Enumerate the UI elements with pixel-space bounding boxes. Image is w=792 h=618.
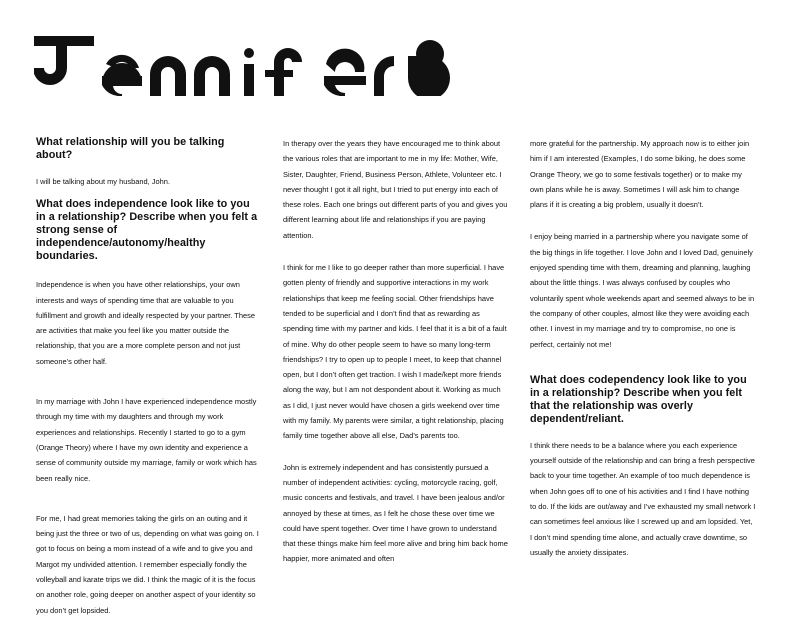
question-independence: What does independence look like to you in a relationship? Describe when you felt a strong sense of independence/autonomy/healthy boundaries. (36, 198, 258, 263)
title-letter-e2 (324, 49, 366, 96)
column-2 (283, 136, 509, 567)
question-codependency: What does codependency look like to you in a relationship? Describe when you felt that the relationship was overly dependent/reliant. (530, 373, 747, 425)
title-letter-r (374, 56, 394, 96)
paragraph-deeper-relationships: I think for me I like to go deeper rather than more superficial. I have gotten plenty of friendly and supportive interactions in my work relationships that keep me feeling social. Other friendships have tended to be superficial and I don’t find that as rewarding as spending time with my partner and kids. I feel that it is a bit of a fault of mine. Why do other people seem to have so many long-term friendships? I try to open up to people I meet, to keep that channel open, but I don’t often get traction. I wish I made/kept more friends along the way, but I am not despondent about it. Working as much as I did, I just never would have chosen a girls weekend over time with my family. My parents were similar, a tight relationship, placing family time together above all else, Dad’s parents too. (283, 263, 507, 441)
paragraph-partnership-approach: more grateful for the partnership. My approach now is to either join him if I am interested (Examples, I do some biking, he does some Orange Theory, we go to some festivals together) or to make my own plans while he is away. Sometimes I will ask him to change plans if it is creating a big problem, usually it doesn’t. (530, 139, 750, 210)
question-relationship: What relationship will you be talking about? (36, 136, 225, 161)
title-letter-i (244, 48, 254, 96)
paragraph-married-partnership: I enjoy being married in a partnership where you navigate some of the big things in life together. I love John and I loved Dad, genuinely enjoyed spending time with them, dreaming and planning, laughing about the little things. I was always confused by couples who voluntarily spent whole weekends apart and seemed always to be in the company of other couples, almost like they were avoiding each other. I invest in my marriage and try to compromise, no one is perfect, certainly not me! (530, 232, 755, 349)
title-letter-n2 (194, 56, 230, 96)
paragraph-independence-definition: Independence is when you have other relationships, your own interests and ways of spending time that are valuable to you fulfillment and growth and ideally respected by your partner. These are activities that make you feel like you matter outside the relationship, that you are a more complete person and not just someone’s other half. (36, 280, 255, 366)
paragraph-therapy-roles: In therapy over the years they have encouraged me to think about the various roles that are important to me in my life: Mother, Wife, Sister, Daughter, Friend, Business Person, Athlete, Volunteer etc. I never thought I got it all right, but I tried to put energy into each of these roles. Each one brings out different parts of you and gives you different learning about life and relationships if you are paying attention. (283, 139, 508, 240)
column-1 (36, 136, 262, 618)
title-letter-e (102, 55, 142, 96)
title-letter-f (265, 48, 302, 96)
paragraph-john-independent: John is extremely independent and has consistently pursued a number of independent activities: cycling, motorcycle racing, golf, music concerts and festivals, and travel. I have been jealous and/or annoyed by these at times, as I felt he chose these over time we could have spent together. Over time I have grown to understand that these things make him feel more alive and bring him back home happier, more animated and often (283, 462, 508, 564)
title-letter-j (34, 36, 94, 85)
title-letter-end-circle (408, 40, 450, 96)
answer-relationship: I will be talking about my husband, John. (36, 177, 170, 186)
column-3 (530, 136, 756, 560)
paragraph-codependency-balance: I think there needs to be a balance where you each experience yourself outside of the relationship and can bring a fresh perspective back to your time together. An example of too much dependence is when John goes off to one of his activities and I find I have nothing to do. If the kids are out/away and I’ve exhausted my small network I can sometimes feel anxious like I screwed up and am lopsided. Yet, I don’t mind spending time alone, and actually crave downtime, so usually the anxiety dissipates. (530, 440, 756, 557)
page-title (34, 36, 474, 96)
paragraph-marriage-independence: In my marriage with John I have experienced independence mostly through my time with my daughters and through my work experiences and relationships. Recently I started to go to a gym (Orange Theory) where I have my own identity and experience a sense of community outside my marriage, family or work which has been really nice. (36, 397, 257, 483)
title-lettering (34, 36, 474, 96)
title-letter-n1 (150, 56, 186, 96)
paragraph-memories-girls: For me, I had great memories taking the girls on an outing and it being just the three or two of us, depending on what was going on. I got to focus on being a mom instead of a wife and to give you and Margot my undivided attention. I remember especially fondly the volleyball and karate trips we did. I think the magic of it is the focus on another role, going deeper on another aspect of your identity so you don’t get lopsided. (36, 513, 259, 615)
